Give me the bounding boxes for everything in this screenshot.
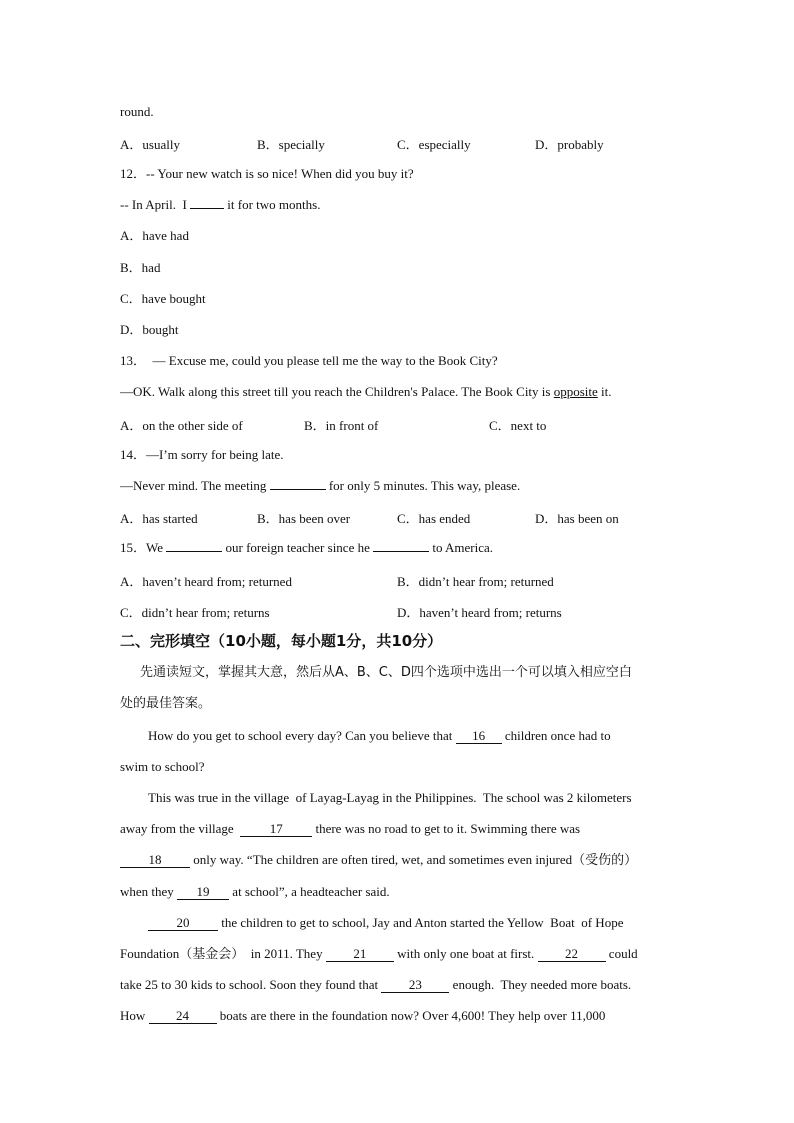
passage-line-3: This was true in the village of Layag-Layag in the Philippines. The school was 2 kilometers (148, 790, 632, 805)
q14-option-a: A．has started (120, 511, 198, 526)
q15-blank-2 (373, 551, 429, 552)
q15-option-a: A．haven’t heard from; returned (120, 574, 292, 589)
q13-option-b: B．in front of (304, 418, 379, 433)
blank-22: 22 (538, 946, 606, 962)
q11-option-a: A．usually (120, 137, 180, 152)
q13-line2: —OK. Walk along this street till you reach the Children's Palace. The Book City is opposite it. (120, 384, 612, 399)
q13-option-a: A．on the other side of (120, 418, 243, 433)
q15-option-d: D．haven’t heard from; returns (397, 605, 562, 620)
q14-blank (270, 489, 326, 490)
q14-option-c: C．has ended (397, 511, 471, 526)
q11-option-c: C．especially (397, 137, 471, 152)
q13-option-c: C．next to (489, 418, 547, 433)
q14-line2: —Never mind. The meeting for only 5 minutes. This way, please. (120, 478, 521, 493)
section-heading: 二、完形填空（10小题，每小题1分，共10分） (120, 632, 443, 650)
q12-stem: 12．-- Your new watch is so nice! When did you buy it? (120, 166, 414, 181)
passage-line-10: How 24 boats are there in the foundation now? Over 4,600! They help over 11,000 (120, 1008, 606, 1023)
blank-16: 16 (456, 728, 502, 744)
blank-17: 17 (240, 821, 312, 837)
q14-option-b: B．has been over (257, 511, 351, 526)
blank-19: 19 (177, 884, 229, 900)
blank-21: 21 (326, 946, 394, 962)
q13-underlined-word: opposite (553, 384, 598, 399)
blank-20: 20 (148, 915, 218, 931)
passage-line-5: 18 only way. “The children are often tired, wet, and sometimes even injured（受伤的） (120, 851, 637, 869)
passage-line-8: Foundation（基金会） in 2011. They 21 with only one boat at first. 22 could (120, 946, 638, 961)
q11-option-d: D．probably (535, 137, 604, 152)
q15-stem: 15．We our foreign teacher since he to America. (120, 540, 494, 555)
instruction-line-1: 先通读短文，掌握其大意，然后从A、B、C、D四个选项中选出一个可以填入相应空白 (140, 665, 632, 680)
passage-line-7: 20 the children to get to school, Jay and Anton started the Yellow Boat of Hope (148, 914, 623, 932)
passage-line-6: when they 19 at school”, a headteacher said. (120, 884, 390, 899)
passage-line-2: swim to school? (120, 759, 205, 774)
passage-line-4: away from the village 17 there was no road to get to it. Swimming there was (120, 821, 581, 836)
q12-option-a: A．have had (120, 228, 189, 243)
q11-option-b: B．specially (257, 137, 325, 152)
q15-option-c: C．didn’t hear from; returns (120, 605, 270, 620)
q15-blank-1 (166, 551, 222, 552)
q12-blank (190, 208, 224, 209)
q12-line2: -- In April. I it for two months. (120, 197, 321, 212)
q15-option-b: B．didn’t hear from; returned (397, 574, 554, 589)
blank-18: 18 (120, 852, 190, 868)
passage-line-9: take 25 to 30 kids to school. Soon they found that 23 enough. They needed more boats. (120, 977, 632, 992)
passage-line-1: How do you get to school every day? Can you believe that 16 children once had to (148, 728, 611, 743)
q11-tail: round. (120, 104, 154, 119)
instruction-line-2: 处的最佳答案。 (120, 696, 212, 711)
q12-option-c: C．have bought (120, 291, 206, 306)
blank-24: 24 (149, 1008, 217, 1024)
q12-option-b: B．had (120, 260, 161, 275)
q12-option-d: D．bought (120, 322, 179, 337)
q14-stem: 14．—I’m sorry for being late. (120, 447, 284, 462)
blank-23: 23 (381, 977, 449, 993)
q13-stem: 13． — Excuse me, could you please tell me the way to the Book City? (120, 353, 498, 368)
q14-option-d: D．has been on (535, 511, 619, 526)
